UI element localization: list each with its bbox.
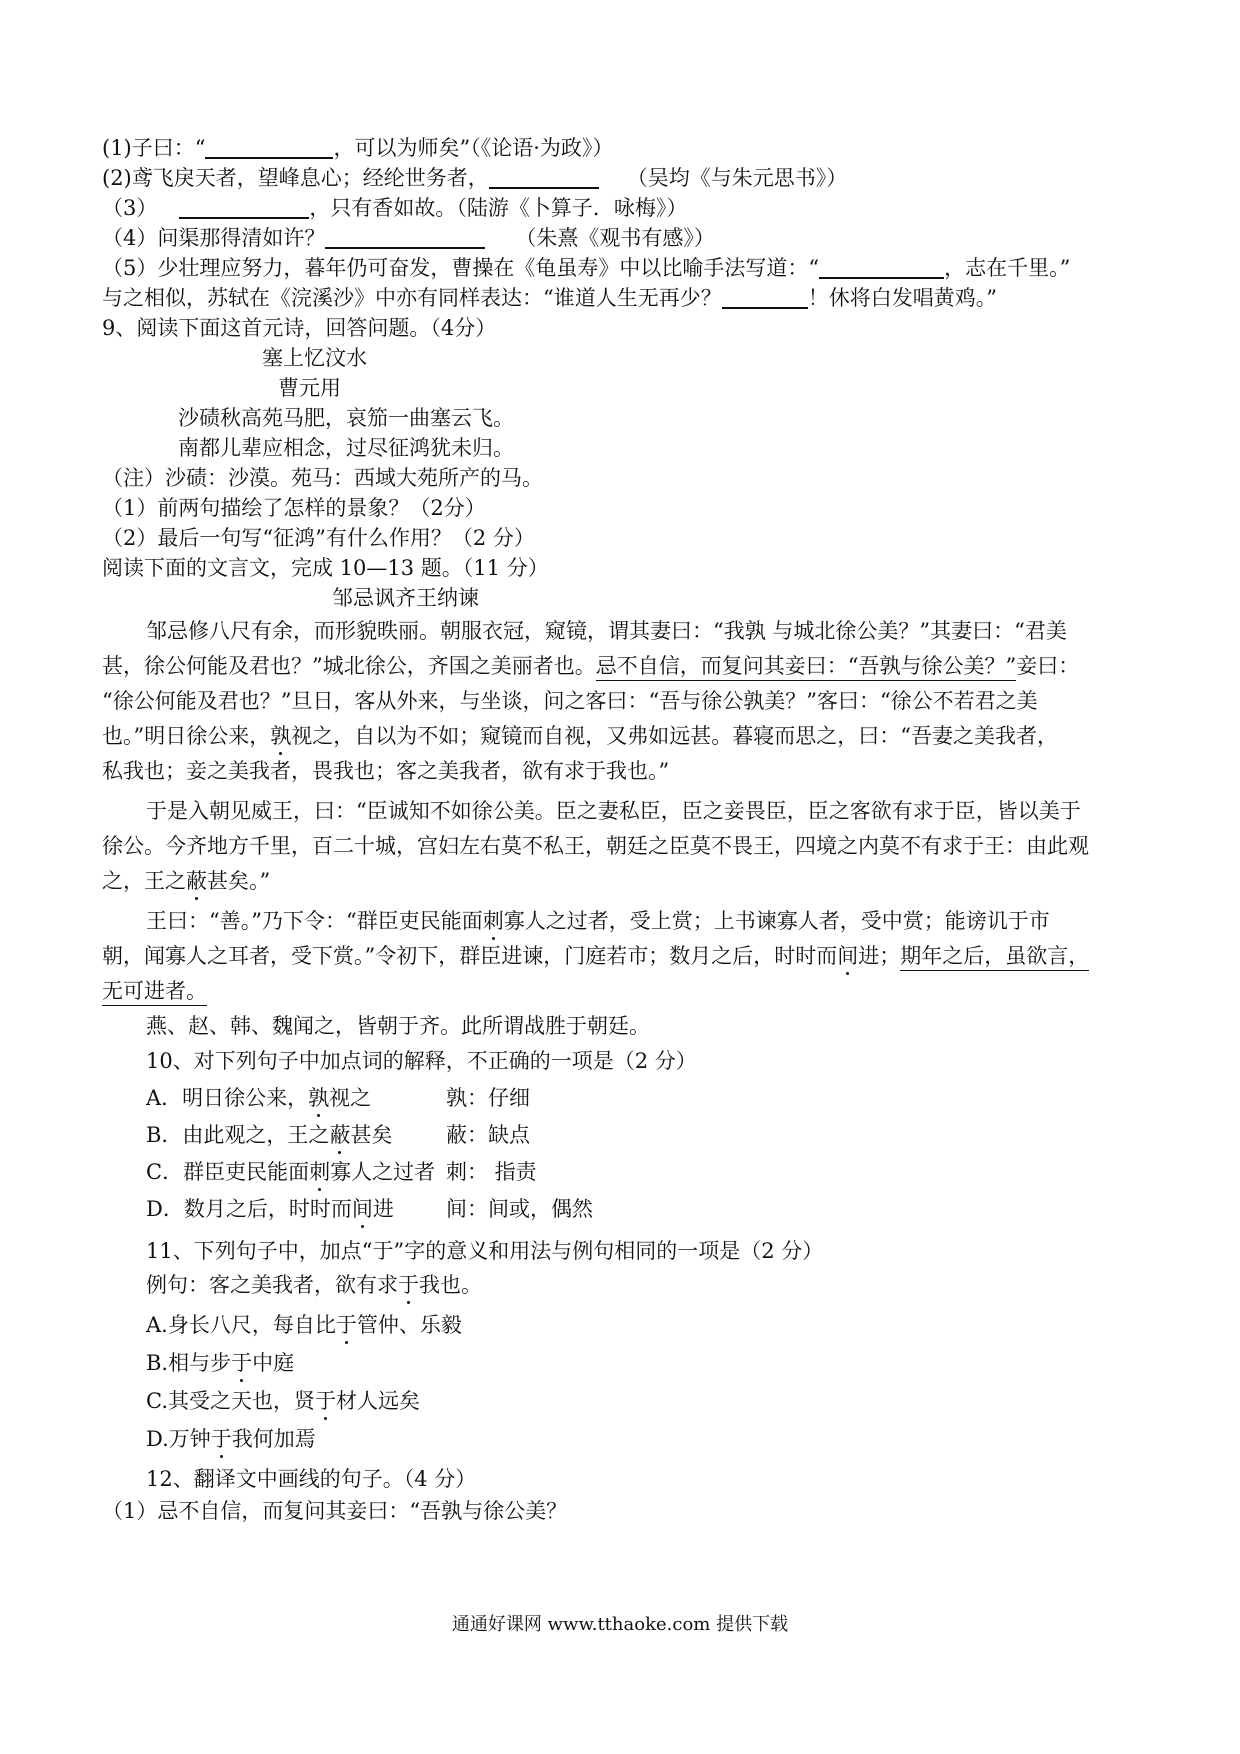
passage-p2-line-2: 徐公。今齐地方千里，百二十城，宫妇左右莫不私王，朝廷之臣莫不畏王，四境之内莫不有求于王：由此观 (102, 834, 1089, 858)
passage-p1-line-1: 邹忌修八尺有余，而形貌昳丽。朝服衣冠，窥镜，谓其妻曰：“我孰 与城北徐公美？”其妻曰：“君美 (146, 619, 1067, 643)
passage-p4-line-1: 燕、赵、韩、魏闻之，皆朝于齐。此所谓战胜于朝廷。 (146, 1014, 650, 1038)
q8-item-4-text-b: （朱熹《观书有感》） (515, 226, 715, 250)
passage-text: 甚，徐公何能及君也？”城北徐公，齐国之美丽者也。 (102, 654, 596, 678)
answer-blank[interactable] (489, 165, 599, 189)
option-text: C.其受之天也，贤 (146, 1389, 315, 1413)
option-explanation: 刺： 指责 (446, 1160, 537, 1184)
dotted-char: 蔽 (186, 869, 207, 893)
q11-example (146, 1270, 482, 1300)
passage-p2-line-3 (102, 866, 270, 896)
q8-item-5-text-a: （5）少壮理应努力，暮年仍可奋发，曹操在《龟虽寿》中以比喻手法写道：“ (102, 256, 820, 280)
poem-line-2: 南都儿辈应相念，过尽征鸿犹未归。 (178, 436, 514, 460)
q9-sub-1: （1）前两句描绘了怎样的景象？（2分） (102, 496, 486, 520)
underlined-sentence-2-cont: 无可进者。 (102, 979, 207, 1006)
passage-text: 之，王之 (102, 869, 186, 893)
q11-option (146, 1310, 462, 1340)
poem-note: （注）沙碛：沙漠。苑马：西域大苑所产的马。 (102, 466, 543, 490)
dotted-char: 间 (837, 944, 859, 968)
q8-item-5-cont-text-a: 与之相似，苏轼在《浣溪沙》中亦有同样表达：“谁道人生无再少？ (102, 286, 722, 310)
q10-option (146, 1083, 530, 1113)
option-text: 视之 (329, 1086, 372, 1110)
passage-text: 寡人之过者，受上赏；上书谏寡人者，受中赏；能谤讥于市 (503, 909, 1050, 933)
option-text: 管仲、乐毅 (356, 1313, 462, 1337)
q12-heading: 12、翻译文中画线的句子。（4 分） (146, 1467, 477, 1491)
dotted-char: 刺 (482, 909, 504, 933)
option-explanation: 间：间或，偶然 (446, 1197, 593, 1221)
passage-text: 王曰：“善。”乃下令：“群臣吏民能面 (146, 909, 483, 933)
q8-item-5-cont (102, 283, 997, 313)
q10-option (146, 1157, 537, 1187)
q11-heading: 11、下列句子中，加点“于”字的意义和用法与例句相同的一项是（2 分） (146, 1239, 824, 1263)
poem-line-1: 沙碛秋高苑马肥，哀笳一曲塞云飞。 (178, 406, 514, 430)
passage-p1-line-2 (102, 651, 1079, 681)
dotted-char: 于 (315, 1389, 336, 1413)
passage-text: 视之，自以为不如；窥镜而自视，又弗如远甚。暮寝而思之，曰：“吾妻之美我者， (291, 724, 1058, 748)
q12-sub-1: （1）忌不自信，而复问其妾曰：“吾孰与徐公美？ (102, 1499, 568, 1523)
option-text: A．明日徐公来， (146, 1086, 309, 1110)
option-text: B．由此观之，王之 (146, 1123, 330, 1147)
q10-option (146, 1194, 593, 1224)
q11-option (146, 1348, 294, 1378)
passage-title: 邹忌讽齐王纳谏 (332, 586, 479, 610)
passage-text: 进； (858, 944, 901, 968)
poem-title: 塞上忆汶水 (262, 346, 367, 370)
q8-item-1 (102, 133, 613, 163)
passage-p2-line-1: 于是入朝见威王，曰：“臣诚知不如徐公美。臣之妻私臣，臣之妾畏臣，臣之客欲有求于臣，皆以美于 (146, 799, 1081, 823)
dotted-char: 孰 (308, 1086, 330, 1110)
option-text: C．群臣吏民能面 (146, 1160, 310, 1184)
option-explanation: 蔽：缺点 (446, 1123, 530, 1147)
answer-blank[interactable] (722, 285, 808, 309)
example-text: 我也。 (419, 1273, 482, 1297)
passage-p1-line-5: 私我也；妾之美我者，畏我也；客之美我者，欲有求于我也。” (102, 759, 670, 783)
dotted-char: 刺 (309, 1160, 331, 1184)
underlined-sentence-2: 期年之后，虽欲言， (900, 944, 1089, 971)
option-text: D.万钟 (146, 1427, 211, 1451)
answer-blank[interactable] (205, 135, 333, 159)
q8-item-2 (102, 163, 847, 193)
option-sentence (146, 1120, 446, 1150)
option-text: D．数月之后，时时而 (146, 1197, 352, 1221)
answer-blank[interactable] (325, 225, 485, 249)
option-text: 材人远矣 (336, 1389, 420, 1413)
q8-item-5 (102, 253, 1070, 283)
passage-p1-line-4 (102, 721, 1058, 751)
q8-item-3-text-a: （3） (102, 196, 158, 220)
option-sentence (146, 1194, 446, 1224)
option-text: 我何加焉 (231, 1427, 316, 1451)
answer-blank[interactable] (179, 195, 309, 219)
page-footer: 通通好课网 www.tthaoke.com 提供下载 (451, 1614, 789, 1635)
passage-text: 朝，闻寡人之耳者，受下赏。”令初下，群臣进谏，门庭若市；数月之后，时时而 (102, 944, 838, 968)
q8-item-2-text-a: (2)鸢飞戾天者，望峰息心；经纶世务者， (102, 166, 489, 190)
passage-text: 也。”明日徐公来， (102, 724, 271, 748)
option-sentence (146, 1083, 446, 1113)
poem-author: 曹元用 (278, 376, 341, 400)
q8-item-3 (102, 193, 687, 223)
passage-p3-line-2 (102, 941, 1089, 971)
q8-item-1-text-b: ，可以为师矣”（《论语·为政》） (333, 136, 614, 160)
dotted-char: 于 (210, 1427, 232, 1451)
option-text: 中庭 (252, 1351, 295, 1375)
dotted-char: 孰 (270, 724, 292, 748)
option-text: 进 (372, 1197, 394, 1221)
passage-text: 甚矣。” (207, 869, 271, 893)
passage-p1-line-3: “徐公何能及君也？”旦日，客从外来，与坐谈，问之客曰：“吾与徐公孰美？”客曰：“徐公不若君之美 (102, 689, 1038, 713)
dotted-char: 于 (231, 1351, 253, 1375)
dotted-char: 间 (351, 1197, 373, 1221)
q8-item-4 (102, 223, 715, 253)
example-text: 例句：客之美我者，欲有求 (146, 1273, 398, 1297)
q10-heading: 10、对下列句子中加点词的解释，不正确的一项是（2 分） (146, 1049, 697, 1073)
dotted-char: 于 (398, 1273, 419, 1297)
q8-item-5-text-b: ，志在千里。” (944, 256, 1071, 280)
option-explanation: 孰：仔细 (446, 1086, 530, 1110)
q10-option (146, 1120, 530, 1150)
q9-sub-2: （2）最后一句写“征鸿”有什么作用？（2 分） (102, 526, 535, 550)
answer-blank[interactable] (819, 255, 944, 279)
passage-p3-line-1 (146, 906, 1050, 936)
option-text: A.身长八尺，每自比 (146, 1313, 336, 1337)
passage-p3-line-3 (102, 976, 207, 1006)
passage-text: 妾曰： (1016, 654, 1080, 678)
q9-heading: 9、阅读下面这首元诗，回答问题。（4分） (102, 316, 497, 340)
option-sentence (146, 1157, 446, 1187)
q8-item-2-text-b: （吴均《与朱元思书》） (626, 166, 848, 190)
q11-option (146, 1386, 420, 1416)
passage-intro: 阅读下面的文言文，完成 10—13 题。（11 分） (102, 556, 549, 580)
dotted-char: 蔽 (329, 1123, 351, 1147)
q8-item-4-text-a: （4）问渠那得清如许？ (102, 226, 326, 250)
option-text: 甚矣 (350, 1123, 393, 1147)
underlined-sentence-1: 忌不自信，而复问其妾曰：“吾孰与徐公美？” (596, 654, 1016, 681)
q8-item-1-text-a: (1)子曰：“ (102, 136, 206, 160)
q8-item-3-text-b: ，只有香如故。（陆游《卜算子．咏梅》） (309, 196, 688, 220)
option-text: 寡人之过者 (330, 1160, 436, 1184)
dotted-char: 于 (335, 1313, 357, 1337)
q11-option (146, 1424, 316, 1454)
option-text: B.相与步 (146, 1351, 232, 1375)
q8-item-5-cont-text-b: ！休将白发唱黄鸡。” (807, 286, 997, 310)
